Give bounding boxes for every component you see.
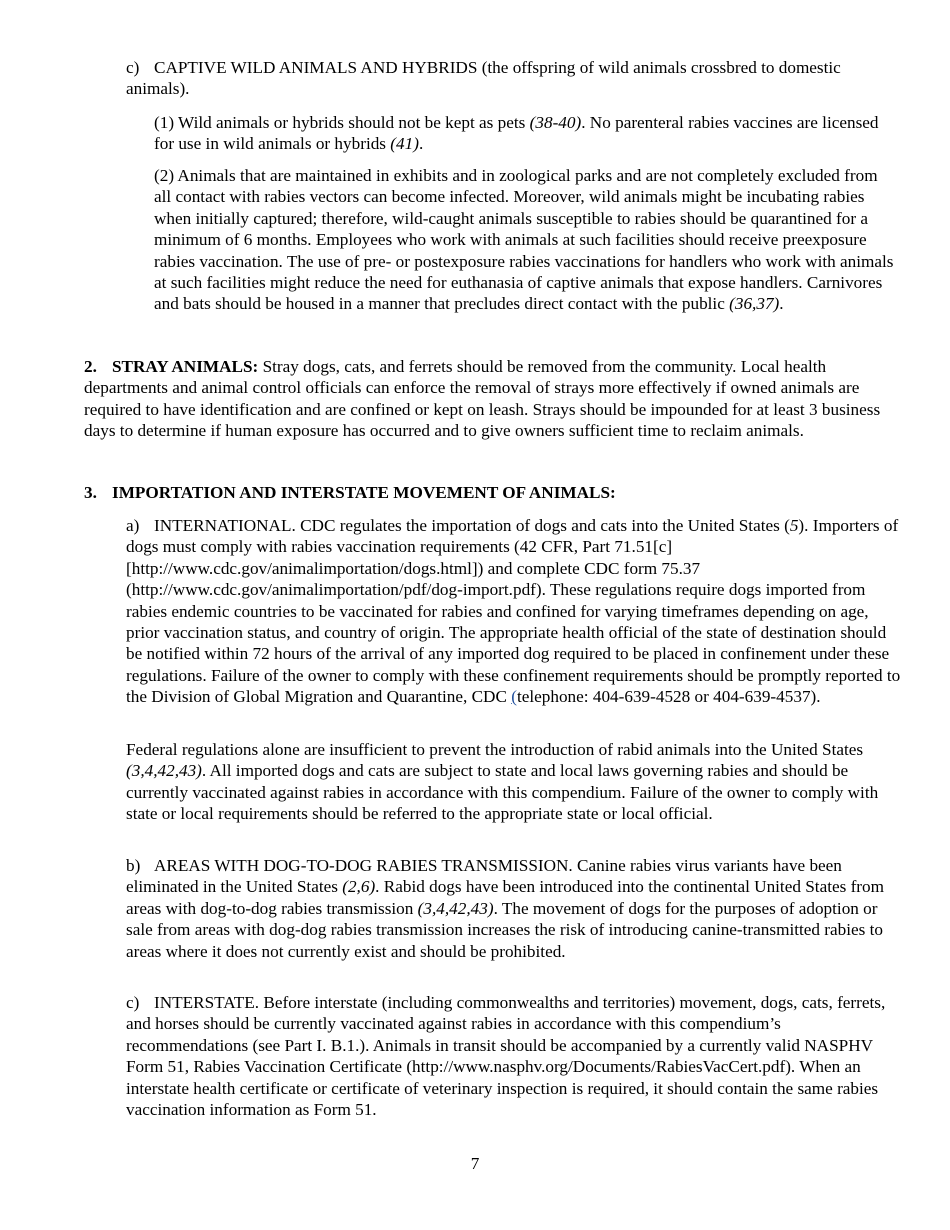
section-heading: STRAY ANIMALS:	[112, 357, 259, 376]
link-fragment[interactable]: (	[511, 687, 517, 707]
section-2-stray-animals	[84, 356, 904, 442]
citation: (41)	[390, 134, 419, 154]
paragraph-text: . All imported dogs and cats are subject to state and local laws governing rabies and should be currently vaccinated against rabies in accordance with this compendium. Failure of the owner to comply with state or local requirements should be referred to the appropriate state or local official.	[126, 761, 879, 824]
section-3c-interstate	[126, 992, 901, 1120]
citation: (36,37)	[729, 294, 780, 314]
section-label: c)	[126, 58, 140, 77]
section-c-captive-wild-animals	[126, 57, 901, 100]
section-text: telephone: 404-639-4528 or 404-639-4537).	[516, 687, 821, 707]
item-text: .	[418, 134, 424, 154]
item-text: Wild animals or hybrids should not be kept as pets	[178, 113, 530, 132]
section-heading: IMPORTATION AND INTERSTATE MOVEMENT OF ANIMALS:	[112, 483, 616, 502]
section-label: a)	[126, 516, 140, 535]
section-text: ). Importers of dogs must comply with rabies vaccination requirements (42 CFR, Part 71.51[c] [http://www.cdc.gov/animalimportation/dogs.html]) and complete CDC form 75.37 (http://www.cdc.gov/animalimportation/pdf/dog-import.pdf). These regulations require dogs imported from rabies endemic countries to be vaccinated for rabies and confined for varying timeframes depending on age, prior vaccination status, and country of origin. The appropriate health official of the state of destination should be notified within 72 hours of the arrival of any imported dog required to be placed in confinement under these regulations. Failure of the owner to comply with these confinement requirements should be promptly reported to the Division of Global Migration and Quarantine, CDC	[126, 516, 901, 707]
citation: (3,4,42,43)	[417, 898, 494, 918]
item-text: . No parenteral rabies vaccines are licensed for use in wild animals or hybrids	[154, 113, 879, 154]
section-text: . Rabid dogs have been introduced into the continental United States from areas with dog-to-dog rabies transmission	[126, 877, 884, 918]
section-heading: CAPTIVE WILD ANIMALS AND HYBRIDS	[154, 58, 478, 77]
citation: 5	[789, 516, 799, 535]
item-text: Animals that are maintained in exhibits and in zoological parks and are not completely excluded from all contact with rabies vectors can become infected. Moreover, wild animals might be incubating rabies when initially captured; therefore, wild-caught animals susceptible to rabies should be quarantined for a minimum of 6 months. Employees who work with animals at such facilities should receive preexposure rabies vaccination. The use of pre- or postexposure rabies vaccinations for handlers who work with animals at such facilities might reduce the need for euthanasia of captive animals that expose handlers. Carnivores and bats should be housed in a manner that precludes direct contact with the public	[154, 166, 894, 314]
section-text: (the offspring of wild animals crossbred to domestic animals).	[126, 58, 841, 99]
section-text: INTERSTATE. Before interstate (including commonwealths and territories) movement, dogs, cats, ferrets, and horses should be currently vaccinated against rabies in accordance with this compendium’s recommendations (see Part I. B.1.). Animals in transit should be accompanied by a currently valid NASPHV Form 51, Rabies Vaccination Certificate (http://www.nasphv.org/Documents/RabiesVacCert.pdf). When an interstate health certificate or certificate of veterinary inspection is required, it should contain the same rabies vaccination information as Form 51.	[126, 993, 886, 1120]
section-3-heading	[84, 482, 904, 503]
paragraph-text: Federal regulations alone are insufficient to prevent the introduction of rabid animals into the United States	[126, 740, 864, 759]
citation: (3,4,42,43)	[126, 761, 202, 781]
item-text: .	[779, 294, 784, 314]
section-label: b)	[126, 856, 141, 875]
item-label: (2)	[154, 166, 175, 185]
section-text: INTERNATIONAL. CDC regulates the importation of dogs and cats into the United States (	[154, 516, 790, 535]
section-3a-international	[126, 515, 901, 708]
section-number: 3.	[84, 483, 97, 502]
captive-item-2	[154, 165, 894, 315]
item-label: (1)	[154, 113, 175, 132]
page-number: 7	[470, 1154, 480, 1173]
section-label: c)	[126, 993, 140, 1012]
captive-item-1	[154, 112, 894, 155]
citation: (38-40)	[529, 113, 582, 132]
federal-regulations-paragraph	[126, 739, 901, 825]
section-text: Stray dogs, cats, and ferrets should be removed from the community. Local health departments and animal control officials can enforce the removal of strays more effectively if owned animals are required to have identification and are confined or kept on leash. Strays should be impounded for at least 3 business days to determine if human exposure has occurred and to give owners sufficient time to reclaim animals.	[84, 357, 881, 441]
section-text: AREAS WITH DOG-TO-DOG RABIES TRANSMISSION. Canine rabies virus variants have been eliminated in the United States	[126, 856, 842, 897]
section-3b-dog-to-dog-transmission	[126, 855, 901, 962]
citation: (2,6)	[342, 877, 376, 897]
section-text: . The movement of dogs for the purposes of adoption or sale from areas with dog-dog rabies transmission increases the risk of introducing canine-transmitted rabies to areas where it does not currently exist and should be prohibited.	[126, 898, 883, 961]
section-number: 2.	[84, 357, 97, 376]
